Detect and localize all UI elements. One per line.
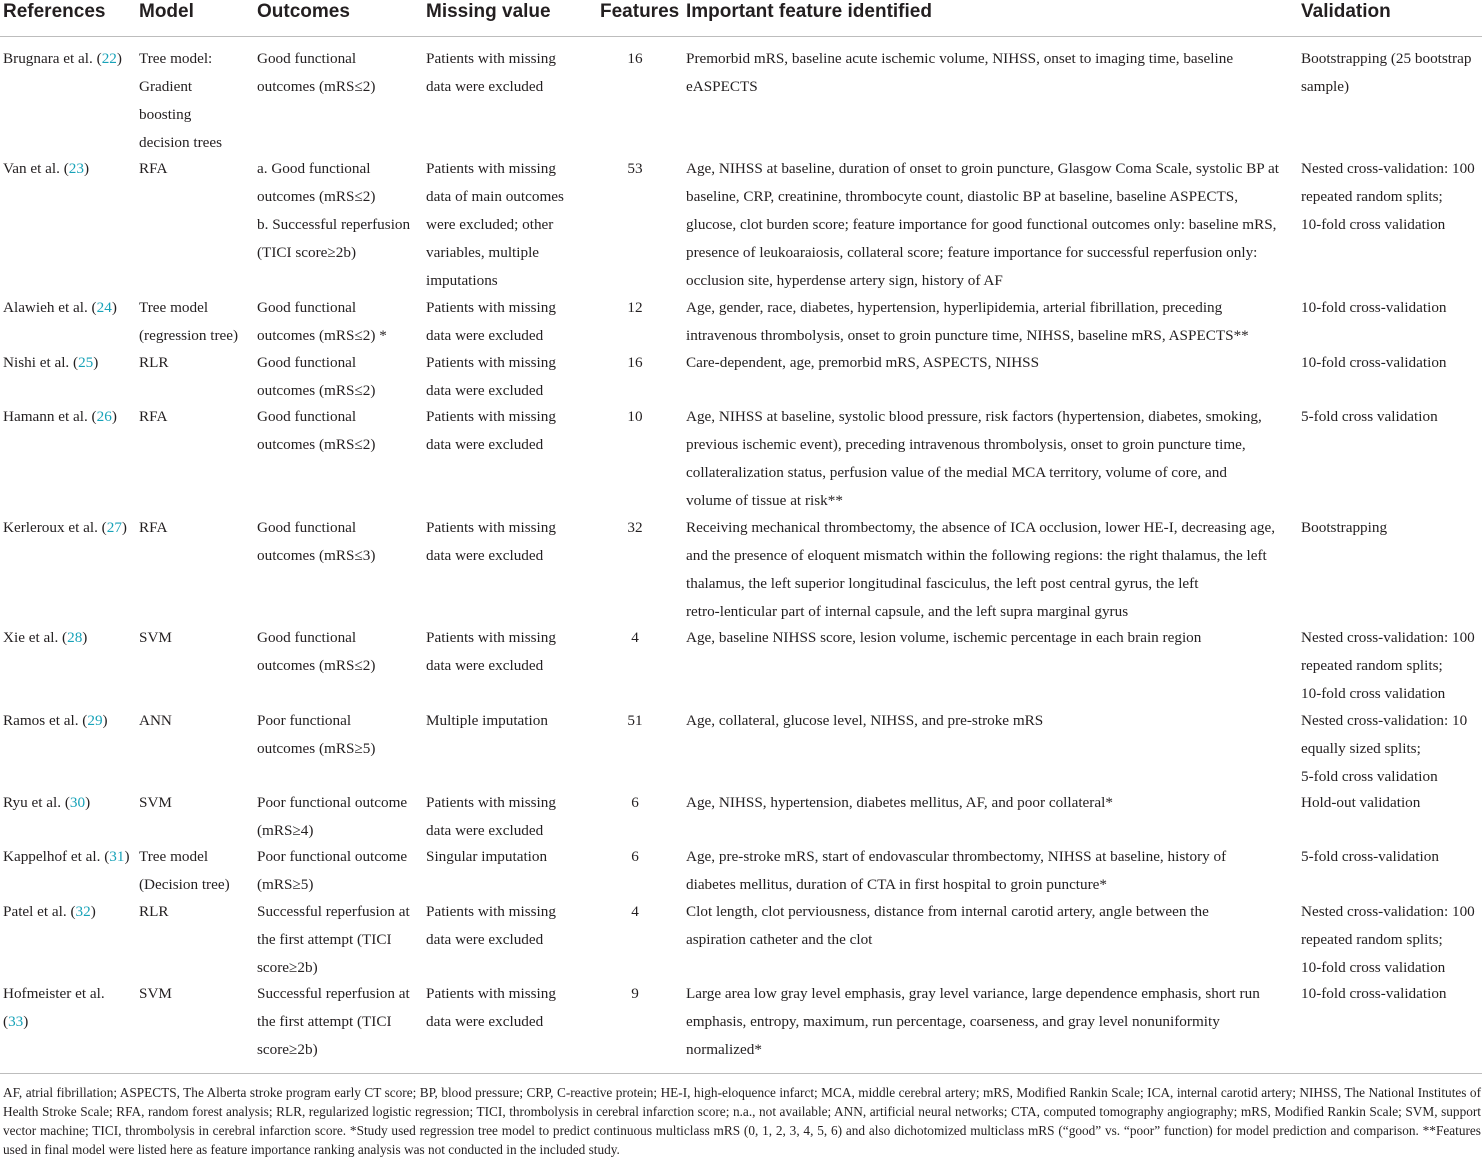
outcomes-line: outcomes (mRS≤2) [257, 382, 376, 399]
model-line: SVM [139, 629, 172, 646]
important-line: Age, gender, race, diabetes, hypertension, hyperlipidemia, arterial fibrillation, preceding [686, 299, 1223, 316]
reference-paren: ) [121, 519, 127, 536]
validation-line: repeated random splits; [1301, 188, 1443, 205]
model-cell [139, 624, 251, 652]
reference-paren: ) [83, 160, 90, 177]
missing-line: Patients with missing [426, 408, 556, 425]
reference-paren: ) [116, 50, 122, 67]
validation-line: Bootstrapping [1301, 519, 1388, 536]
important-line: Age, baseline NIHSS score, lesion volume, ischemic percentage in each brain region [686, 629, 1202, 646]
features-cell: 9 [631, 985, 639, 1002]
model-cell [139, 843, 251, 899]
reference-author: Kappelhof et al. ( [3, 848, 110, 865]
outcomes-line: Successful reperfusion at [257, 903, 410, 920]
reference-paren: ) [102, 712, 108, 729]
outcomes-line: score≥2b) [257, 1041, 318, 1058]
missing-line: variables, multiple [426, 244, 540, 261]
validation-line: 10-fold cross validation [1301, 216, 1446, 233]
model-cell [139, 45, 251, 157]
features-cell: 6 [631, 848, 639, 865]
missing-line: were excluded; other [426, 216, 554, 233]
important-line: Care-dependent, age, premorbid mRS, ASPECTS, NIHSS [686, 354, 1040, 371]
reference-cell [3, 349, 135, 377]
citation-link[interactable]: 26 [96, 408, 112, 425]
model-line: Gradient [139, 78, 193, 95]
reference-paren: ) [85, 794, 91, 811]
reference-author: Van et al. ( [3, 160, 69, 177]
missing-line: Patients with missing [426, 629, 556, 646]
features-cell: 16 [627, 50, 643, 67]
missing-line: data were excluded [426, 822, 544, 839]
model-line: Tree model: [139, 50, 213, 67]
header-divider [0, 36, 1482, 37]
outcomes-cell [257, 898, 417, 982]
outcomes-line: a. Good functional [257, 160, 371, 177]
header-validation: Validation [1301, 1, 1391, 22]
reference-cell [3, 514, 135, 542]
important-line: Receiving mechanical thrombectomy, the absence of ICA occlusion, lower HE-I, decreasing age, [686, 519, 1275, 536]
table-body [0, 45, 1482, 1062]
missing-value-cell [426, 514, 586, 570]
validation-cell [1301, 789, 1482, 817]
table-row [0, 155, 1482, 294]
missing-line: Multiple imputation [426, 712, 548, 729]
outcomes-line: Poor functional [257, 712, 352, 729]
outcomes-cell [257, 980, 417, 1064]
validation-line: Nested cross-validation: 100 [1301, 160, 1475, 177]
table-row [0, 980, 1482, 1062]
validation-line: Nested cross-validation: 10 [1301, 712, 1468, 729]
outcomes-cell [257, 624, 417, 680]
model-line: (Decision tree) [139, 876, 230, 893]
table-row [0, 349, 1482, 403]
outcomes-cell [257, 45, 417, 101]
important-feature-cell [686, 843, 1292, 899]
outcomes-line: (mRS≥5) [257, 876, 314, 893]
table-header [0, 0, 1482, 30]
reference-paren: ) [23, 1013, 29, 1030]
important-line: volume of tissue at risk** [686, 492, 843, 509]
important-line: intravenous thrombolysis, onset to groin puncture time, NIHSS, baseline mRS, ASPECTS** [686, 327, 1249, 344]
model-line: (regression tree) [139, 327, 239, 344]
important-feature-cell [686, 980, 1292, 1064]
outcomes-line: Good functional [257, 354, 357, 371]
important-feature-cell [686, 707, 1292, 735]
missing-value-cell [426, 789, 586, 845]
validation-line: 5-fold cross validation [1301, 408, 1438, 425]
reference-cell [3, 789, 135, 817]
citation-link[interactable]: 25 [78, 354, 94, 371]
validation-cell [1301, 514, 1482, 542]
reference-author: Ryu et al. ( [3, 794, 70, 811]
important-feature-cell [686, 294, 1292, 350]
outcomes-cell [257, 707, 417, 763]
outcomes-line: Good functional [257, 408, 357, 425]
outcomes-line: the first attempt (TICI [257, 931, 392, 948]
features-cell: 16 [627, 354, 643, 371]
validation-cell [1301, 980, 1482, 1008]
missing-line: data were excluded [426, 327, 544, 344]
reference-cell [3, 843, 135, 871]
citation-link[interactable]: 32 [75, 903, 91, 920]
outcomes-line: Poor functional outcome [257, 794, 408, 811]
model-line: RFA [139, 160, 168, 177]
table-row [0, 294, 1482, 349]
missing-value-cell [426, 707, 586, 735]
table-row [0, 45, 1482, 155]
important-line: baseline, CRP, creatinine, thrombocyte count, diastolic BP at baseline, baseline ASPECTS, [686, 188, 1239, 205]
model-cell [139, 514, 251, 542]
important-line: Age, pre-stroke mRS, start of endovascular thrombectomy, NIHSS at baseline, history of [686, 848, 1227, 865]
outcomes-line: the first attempt (TICI [257, 1013, 392, 1030]
missing-value-cell [426, 45, 586, 101]
model-line: RLR [139, 903, 169, 920]
model-line: RFA [139, 408, 168, 425]
missing-line: data were excluded [426, 931, 544, 948]
model-cell [139, 707, 251, 735]
validation-line: Bootstrapping (25 bootstrap [1301, 50, 1472, 67]
outcomes-cell [257, 349, 417, 405]
model-cell [139, 789, 251, 817]
validation-cell [1301, 155, 1482, 239]
outcomes-line: outcomes (mRS≤2) [257, 436, 376, 453]
important-line: diabetes mellitus, duration of CTA in first hospital to groin puncture* [686, 876, 1108, 893]
validation-line: Hold-out validation [1301, 794, 1421, 811]
validation-cell [1301, 349, 1482, 377]
features-cell: 32 [627, 519, 643, 536]
features-cell: 6 [631, 794, 639, 811]
important-line: Age, NIHSS at baseline, systolic blood pressure, risk factors (hypertension, diabetes, smoking, [686, 408, 1262, 425]
model-cell [139, 155, 251, 183]
table-footnote: AF, atrial fibrillation; ASPECTS, The Alberta stroke program early CT score; BP, blood pressure; CRP, C-reactive protein; HE-I, high-eloquence infarct; MCA, middle cerebral artery; mRS, Modified Rankin Scale; ICA, internal carotid artery; NIHSS, The National Institutes of Health Stroke Scale; RFA, random forest analysis; RLR, regularized logistic regression; TICI, thrombolysis in cerebral infarction score; n.a., not available; ANN, artificial neural networks; CTA, computed tomography angiography; mRS, Modified Rankin Scale; SVM, support vector machine; TICI, thrombolysis in cerebral infarction score. *Study used regression tree model to predict continuous multiclass mRS (0, 1, 2, 3, 4, 5, 6) and also dichotomized multiclass mRS (“good” vs. “poor” function) for model prediction and comparison. **Features used in final model were listed here as feature importance ranking analysis was not conducted in the included study. [3, 1085, 1481, 1157]
important-line: previous ischemic event), preceding intravenous thrombolysis, onset to groin puncture time, [686, 436, 1246, 453]
outcomes-cell [257, 789, 417, 845]
reference-cell [3, 403, 135, 431]
reference-author: Nishi et al. ( [3, 354, 79, 371]
important-feature-cell [686, 514, 1292, 626]
reference-author: Alawieh et al. ( [3, 299, 97, 316]
reference-paren: ( [3, 1013, 9, 1030]
table-row [0, 403, 1482, 514]
model-line: Tree model [139, 848, 209, 865]
validation-line: Nested cross-validation: 100 [1301, 903, 1475, 920]
validation-cell [1301, 403, 1482, 431]
features-cell: 51 [627, 712, 643, 729]
citation-link[interactable]: 23 [68, 160, 84, 177]
outcomes-line: outcomes (mRS≤3) [257, 547, 376, 564]
important-line: occlusion site, hyperdense artery sign, history of AF [686, 272, 1003, 289]
outcomes-line: (mRS≥4) [257, 822, 314, 839]
model-line: ANN [139, 712, 172, 729]
missing-line: Patients with missing [426, 354, 556, 371]
important-feature-cell [686, 898, 1292, 954]
important-line: Age, collateral, glucose level, NIHSS, and pre-stroke mRS [686, 712, 1044, 729]
outcomes-line: Good functional [257, 299, 357, 316]
outcomes-cell [257, 294, 417, 350]
validation-cell [1301, 707, 1482, 791]
model-line: boosting [139, 106, 192, 123]
model-line: Tree model [139, 299, 209, 316]
missing-line: data were excluded [426, 1013, 544, 1030]
model-cell [139, 294, 251, 350]
missing-line: Patients with missing [426, 299, 556, 316]
validation-line: Nested cross-validation: 100 [1301, 629, 1475, 646]
validation-cell [1301, 45, 1482, 101]
table-row [0, 514, 1482, 624]
validation-line: repeated random splits; [1301, 931, 1443, 948]
missing-value-cell [426, 898, 586, 954]
outcomes-line: outcomes (mRS≤2) [257, 78, 376, 95]
important-line: thalamus, the left superior longitudinal fasciculus, the left post central gyrus, the left [686, 575, 1199, 592]
reference-cell [3, 980, 135, 1036]
missing-line: imputations [426, 272, 498, 289]
important-line: Clot length, clot perviousness, distance from internal carotid artery, angle between the [686, 903, 1209, 920]
missing-value-cell [426, 349, 586, 405]
citation-link[interactable]: 30 [69, 794, 86, 811]
validation-line: repeated random splits; [1301, 657, 1443, 674]
reference-paren: ) [111, 299, 117, 316]
model-cell [139, 898, 251, 926]
outcomes-line: Good functional [257, 629, 357, 646]
missing-line: Patients with missing [426, 160, 556, 177]
important-line: eASPECTS [686, 78, 758, 95]
outcomes-line: outcomes (mRS≤2) * [257, 327, 387, 344]
reference-author: Kerleroux et al. ( [3, 519, 107, 536]
validation-cell [1301, 898, 1482, 982]
missing-line: data of main outcomes [426, 188, 564, 205]
missing-line: Patients with missing [426, 519, 556, 536]
important-line: Large area low gray level emphasis, gray level variance, large dependence emphasis, short run [686, 985, 1260, 1002]
important-feature-cell [686, 155, 1292, 295]
reference-cell [3, 707, 135, 735]
reference-author: Ramos et al. ( [3, 712, 88, 729]
important-feature-cell [686, 45, 1292, 101]
validation-cell [1301, 294, 1482, 322]
header-model: Model [139, 1, 194, 22]
citation-link[interactable]: 27 [106, 519, 122, 536]
table-row [0, 707, 1482, 789]
reference-paren: ) [93, 354, 99, 371]
model-line: RFA [139, 519, 168, 536]
important-feature-cell [686, 403, 1292, 515]
missing-line: data were excluded [426, 436, 544, 453]
features-cell: 10 [627, 408, 643, 425]
missing-line: Patients with missing [426, 794, 556, 811]
reference-author: Hamann et al. ( [3, 408, 97, 425]
outcomes-line: outcomes (mRS≥5) [257, 740, 376, 757]
validation-line: 10-fold cross validation [1301, 685, 1446, 702]
important-feature-cell [686, 624, 1292, 652]
outcomes-line: Good functional [257, 50, 357, 67]
important-line: and the presence of eloquent mismatch within the following regions: the right thalamus, the left [686, 547, 1267, 564]
validation-line: 10-fold cross-validation [1301, 354, 1447, 371]
reference-paren: ) [111, 408, 117, 425]
header-features: Features [600, 1, 680, 22]
outcomes-line: Poor functional outcome [257, 848, 408, 865]
footer-divider [0, 1073, 1482, 1074]
missing-line: data were excluded [426, 382, 544, 399]
missing-line: data were excluded [426, 657, 544, 674]
missing-line: Singular imputation [426, 848, 548, 865]
validation-cell [1301, 843, 1482, 871]
validation-line: sample) [1301, 78, 1350, 95]
important-line: aspiration catheter and the clot [686, 931, 873, 948]
missing-line: Patients with missing [426, 50, 556, 67]
model-line: decision trees [139, 134, 223, 151]
important-line: retro-lenticular part of internal capsule, and the left supra marginal gyrus [686, 603, 1129, 620]
missing-line: Patients with missing [426, 985, 556, 1002]
important-feature-cell [686, 349, 1292, 377]
model-cell [139, 403, 251, 431]
citation-link[interactable]: 33 [8, 1013, 24, 1030]
model-line: RLR [139, 354, 169, 371]
features-cell: 4 [631, 629, 639, 646]
validation-line: 10-fold cross-validation [1301, 299, 1447, 316]
outcomes-line: outcomes (mRS≤2) [257, 188, 376, 205]
important-line: glucose, clot burden score; feature importance for good functional outcomes only: baseline mRS, [686, 216, 1277, 233]
missing-value-cell [426, 843, 586, 871]
table-row [0, 843, 1482, 898]
validation-cell [1301, 624, 1482, 708]
important-line: normalized* [686, 1041, 762, 1058]
outcomes-line: (TICI score≥2b) [257, 244, 357, 261]
reference-cell [3, 45, 135, 73]
citation-link[interactable]: 24 [96, 299, 112, 316]
validation-line: equally sized splits; [1301, 740, 1421, 757]
reference-paren: ) [82, 629, 88, 646]
model-cell [139, 980, 251, 1008]
outcomes-line: score≥2b) [257, 959, 318, 976]
outcomes-cell [257, 403, 417, 459]
missing-value-cell [426, 980, 586, 1036]
outcomes-cell [257, 514, 417, 570]
header-important-feature: Important feature identified [686, 1, 932, 22]
validation-line: 5-fold cross validation [1301, 768, 1438, 785]
missing-line: data were excluded [426, 78, 544, 95]
features-cell: 4 [631, 903, 639, 920]
outcomes-cell [257, 843, 417, 899]
reference-paren: ) [124, 848, 130, 865]
reference-cell [3, 898, 135, 926]
table-row [0, 898, 1482, 980]
header-outcomes: Outcomes [257, 1, 350, 22]
important-line: emphasis, entropy, maximum, run percentage, coarseness, and gray level nonuniformity [686, 1013, 1220, 1030]
reference-author: Xie et al. ( [3, 629, 68, 646]
outcomes-line: Good functional [257, 519, 357, 536]
missing-value-cell [426, 155, 586, 295]
reference-author: Brugnara et al. ( [3, 50, 102, 67]
citation-link[interactable]: 28 [67, 629, 83, 646]
important-line: presence of leukoaraiosis, collateral score; feature importance for successful reperfusion only: [686, 244, 1258, 261]
reference-cell [3, 294, 135, 322]
reference-cell [3, 624, 135, 652]
citation-link[interactable]: 31 [109, 848, 125, 865]
missing-value-cell [426, 294, 586, 350]
header-references: References [3, 1, 106, 22]
model-line: SVM [139, 985, 172, 1002]
reference-cell [3, 155, 135, 183]
missing-value-cell [426, 403, 586, 459]
model-line: SVM [139, 794, 172, 811]
missing-value-cell [426, 624, 586, 680]
important-line: collateralization status, perfusion value of the medial MCA territory, volume of core, and [686, 464, 1227, 481]
features-cell: 53 [627, 160, 643, 177]
important-line: Age, NIHSS at baseline, duration of onset to groin puncture, Glasgow Coma Scale, systolic BP at [686, 160, 1279, 177]
table-row [0, 624, 1482, 707]
validation-line: 10-fold cross validation [1301, 959, 1446, 976]
reference-author: Patel et al. ( [3, 903, 76, 920]
missing-line: Patients with missing [426, 903, 556, 920]
important-line: Age, NIHSS, hypertension, diabetes mellitus, AF, and poor collateral* [686, 794, 1113, 811]
model-cell [139, 349, 251, 377]
validation-line: 10-fold cross-validation [1301, 985, 1447, 1002]
important-line: Premorbid mRS, baseline acute ischemic volume, NIHSS, onset to imaging time, baseline [686, 50, 1234, 67]
table-row [0, 789, 1482, 843]
features-cell: 12 [627, 299, 643, 316]
citation-link[interactable]: 29 [87, 712, 103, 729]
outcomes-cell [257, 155, 417, 267]
citation-link[interactable]: 22 [101, 50, 117, 67]
validation-line: 5-fold cross-validation [1301, 848, 1439, 865]
missing-line: data were excluded [426, 547, 544, 564]
header-missing-value: Missing value [426, 1, 551, 22]
outcomes-line: Successful reperfusion at [257, 985, 410, 1002]
reference-author: Hofmeister et al. [3, 985, 105, 1002]
outcomes-line: outcomes (mRS≤2) [257, 657, 376, 674]
outcomes-line: b. Successful reperfusion [257, 216, 411, 233]
important-feature-cell [686, 789, 1292, 817]
reference-paren: ) [90, 903, 96, 920]
